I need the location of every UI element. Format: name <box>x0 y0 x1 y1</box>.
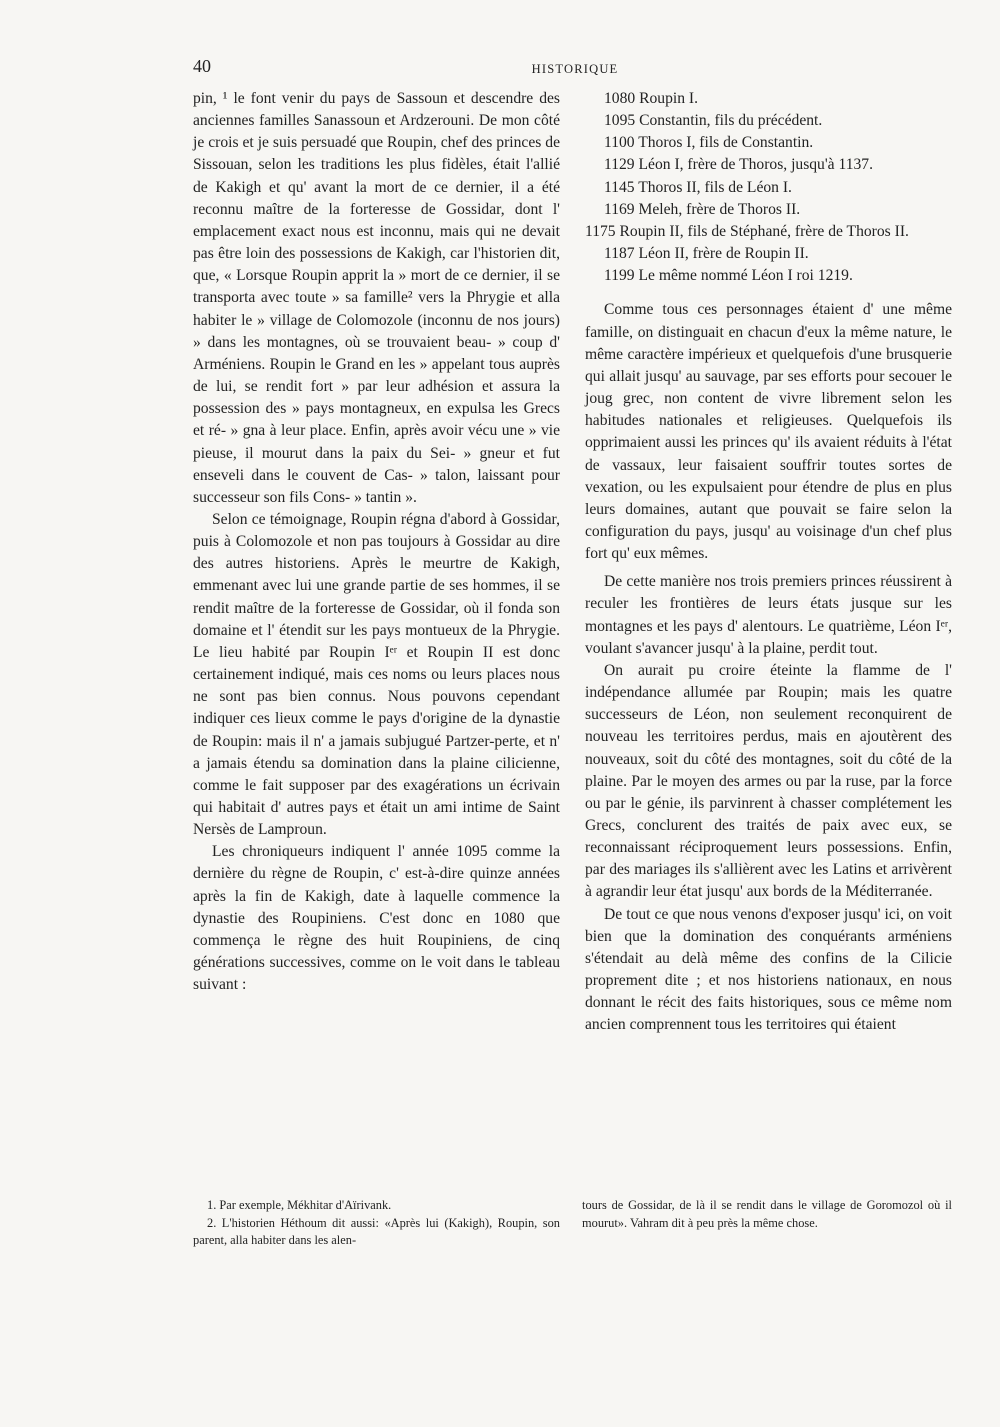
chronology-row: 1199 Le même nommé Léon I roi 1219. <box>604 267 853 285</box>
right-paragraph-3: On aurait pu croire éteinte la flamme de l' indépendance allumée par Roupin; mais les quatre successeurs de Léon, non seulement reconquirent de nouveau les territoires perdus, mais en ajoutèrent des nouveaux, soit du côté des montagnes, soit du côté de la plaine. Par le moyen des armes ou par la ruse, par la force ou par le génie, ils parvinrent à chasser complétement les Grecs, conclurent des traités de paix avec eux, se reconnaissant réciproquement leurs possessions. Enfin, par des mariages ils s'allièrent avec les Latins et arrivèrent à agrandir leur état jusqu' aux bords de la Méditerranée. <box>585 661 952 901</box>
chronology-table <box>585 88 952 287</box>
footnote-1: 1. Par exemple, Mékhitar d'Aïrivank. <box>207 1198 392 1212</box>
footnote-2-continued: tours de Gossidar, de là il se rendit dans le village de Goromozol où il mourut». Vahram dit à peu près la même chose. <box>582 1198 952 1230</box>
right-paragraph-4: De tout ce que nous venons d'exposer jusqu' ici, on voit bien que la domination des conquérants arméniens s'étendait au delà même des confins de la Cilicie proprement dite ; et nos historiens nationaux, en nous donnant le récit des faits historiques, sous ce même nom ancien comprennent tous les territoires qui étaient <box>585 905 952 1034</box>
footnotes-left <box>193 1197 560 1250</box>
footnote-2: 2. L'historien Héthoum dit aussi: «Après lui (Kakigh), Roupin, son parent, alla habiter dans les alen- <box>193 1215 560 1248</box>
right-paragraph-1: Comme tous ces personnages étaient d' une même famille, on distinguait en chacun d'eux la même nature, le même caractère impérieux et quelquefois d'une brusquerie qui allait jusqu' au sauvage, par ses efforts pour secouer le joug grec, non content de vivre librement selon les habitudes nationales et religieuses. Quelquefois ils opprimaient aussi les princes qu' ils avaient réduits à l'état de vassaux, leur faisaient souffrir toutes sortes de vexation, ou les expulsaient pour étendre de plus en plus leurs domaines, autant que pouvait se faire selon la configuration du pays, jusqu' au voisinage d'un chef plus fort qu' eux mêmes. <box>585 301 952 563</box>
footnotes-right <box>582 1197 952 1232</box>
chronology-row: 1100 Thoros I, fils de Constantin. <box>604 134 814 152</box>
chronology-row: 1129 Léon I, frère de Thoros, jusqu'à 1137. <box>604 156 873 174</box>
left-paragraph-1: pin, ¹ le font venir du pays de Sassoun et descendre des anciennes familles Sanassoun et Ardzerouni. De mon côté je crois et je suis persuadé que Roupin, chef des princes de Sissouan, selon les traditions les plus fidèles, était l'allié de Kakigh et qu' avant la mort de ce dernier, il a été reconnu maître de la forteresse de Gossidar, dont l' emplacement exact nous est inconnu, mais qui ne devait pas être loin des possessions de Kakigh, car l'historien dit, que, « Lorsque Roupin apprit la » mort de ce dernier, il se transporta avec toute » sa famille² vers la Phrygie et alla habiter le » village de Colomozole (inconnu de nos jours) » dans les montagnes, où se trouvaient beau- » coup d' Arméniens. Roupin le Grand en les » appelant tous auprès de lui, se rendit fort » par leur adhésion et assura la possession des » pays montagneux, en expulsa les Grecs et ré- » gna à leur place. Enfin, après avoir vécu une » vie pieuse, il mourut dans la paix du Sei- » gneur et fut enseveli dans le couvent de Cas- » talon, laissant pour successeur son fils Cons- » tantin ». <box>193 90 560 506</box>
right-column <box>585 88 952 1037</box>
left-paragraph-2: Selon ce témoignage, Roupin régna d'abord à Gossidar, puis à Colomozole et non pas toujours à Gossidar au dire des autres historiens. Après le meurtre de Kakigh, emmenant avec lui une grande partie de ses hommes, il se rendit maître de la forteresse de Gossidar, où il fonda son domaine et l' étendit sur les pays montueux de la Phrygie. Le lieu habité par Roupin Iᵉʳ et Roupin II est donc certainement indiqué, mais ces noms ou leurs places nous ne sont pas bien connus. Nous pouvons cependant indiquer ces lieux comme le pays d'origine de la dynastie de Roupin: mais il n' a jamais subjugué Partzer-perte, et n' a jamais étendu sa domination dans la plaine cilicienne, comme le fait supposer par des exagérations un écrivain qui habitait d' autres pays et était un ami intime de Saint Nersès de Lamproun. <box>193 510 560 839</box>
right-paragraph-2: De cette manière nos trois premiers princes réussirent à reculer les frontières de leurs états jusque sur les montagnes et les pays d' alentours. Le quatrième, Léon Iᵉʳ, voulant s'avancer jusqu' à la plaine, perdit tout. <box>585 573 952 657</box>
left-paragraph-3: Les chroniqueurs indiquent l' année 1095 comme la dernière du règne de Roupin, c' est-à-dire quinze années après la fin de Kakigh, date à laquelle commence la dynastie des Roupiniens. C'est donc en 1080 que commença le règne des huit Roupiniens, de cinq générations successives, comme on le voit dans le tableau suivant : <box>193 843 560 994</box>
chronology-row: 1169 Meleh, frère de Thoros II. <box>604 200 801 218</box>
chronology-row: 1187 Léon II, frère de Roupin II. <box>604 245 809 263</box>
chronology-row: 1080 Roupin I. <box>604 90 698 107</box>
running-header: HISTORIQUE <box>531 62 619 76</box>
chronology-row: 1145 Thoros II, fils de Léon I. <box>604 178 792 196</box>
chronology-row: 1095 Constantin, fils du précédent. <box>604 112 823 130</box>
page-number: 40 <box>193 56 211 76</box>
left-column <box>193 88 560 996</box>
chronology-row: 1175 Roupin II, fils de Stéphané, frère de Thoros II. <box>585 222 909 240</box>
